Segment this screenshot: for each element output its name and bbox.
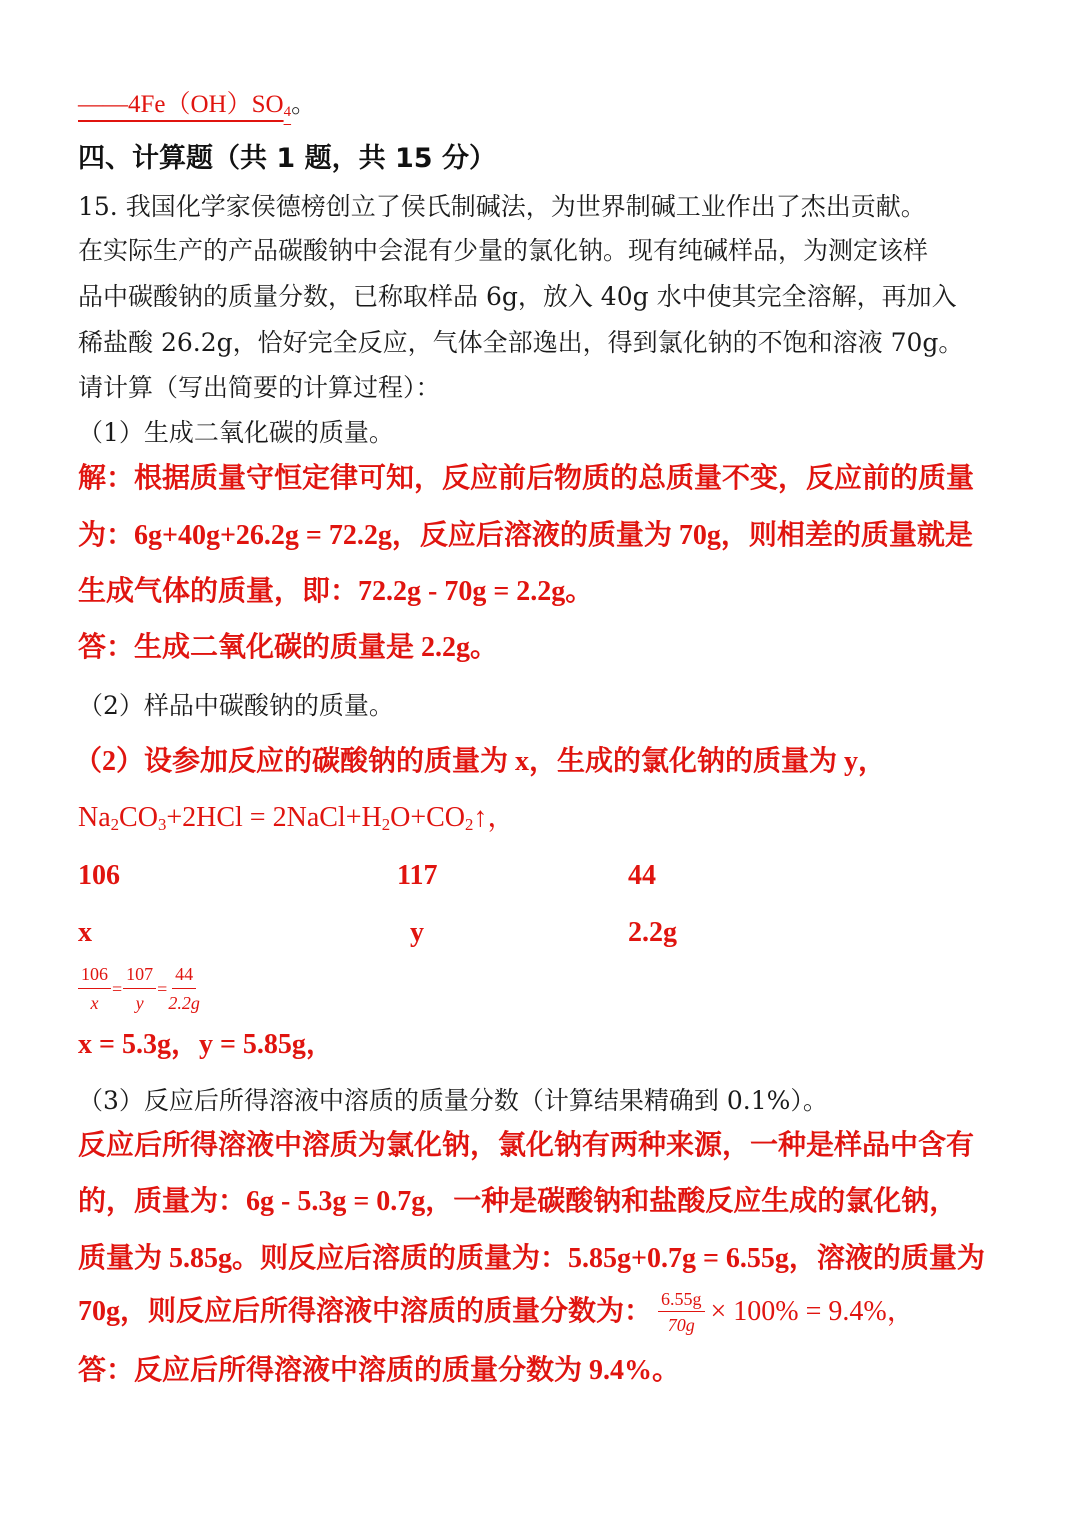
part2-prompt: （2）样品中碳酸钠的质量。 [78, 691, 394, 720]
ratio-cell: 44 [628, 860, 656, 891]
part3-solution-line: 反应后所得溶液中溶质为氯化钠，氯化钠有两种来源，一种是样品中含有 [78, 1130, 975, 1161]
part1-solution-line: 生成气体的质量，即：72.2g - 70g = 2.2g。 [78, 576, 594, 607]
top-fragment-formula: 4Fe（OH）SO [128, 91, 284, 118]
part3-solution-line: 质量为 5.85g。则反应后溶质的质量为：5.85g+0.7g = 6.55g，溶液的质量为 [78, 1243, 985, 1274]
part2-result: x = 5.3g，y = 5.85g， [78, 1029, 334, 1060]
part3-prompt: （3）反应后所得溶液中溶质的质量分数（计算结果精确到 0.1%）。 [78, 1086, 828, 1115]
fraction: $\frac{107}{y}$ [123, 964, 156, 1014]
unknown-cell: y [410, 917, 424, 948]
ratio-cell: 117 [397, 860, 438, 891]
top-fragment-end: 。 [291, 91, 317, 118]
ratio-cell: 106 [78, 860, 120, 891]
top-fragment-sub: 4 [283, 104, 292, 120]
section-heading: 四、计算题（共 1 题，共 15 分） [78, 143, 496, 174]
part1-solution-line: 为：6g+40g+26.2g = 72.2g，反应后溶液的质量为 70g，则相差的质量就是 [78, 520, 973, 551]
question-line: 稀盐酸 26.2g，恰好完全反应，气体全部逸出，得到氯化钠的不饱和溶液 70g。 [78, 328, 964, 357]
chemical-equation: $Na_2CO_3+2HCl$ = $2NaCl+H_2O+CO_2↑$， [78, 802, 516, 834]
part1-prompt: （1）生成二氧化碳的质量。 [78, 418, 394, 447]
fraction: $\frac{6.55g}{70g}$ [658, 1290, 705, 1334]
part3-last-line: 70g，则反应后所得溶液中溶质的质量分数为： $\frac{6.55g}{70g}$ × 100% = 9.4%， [78, 1289, 915, 1335]
question-line: 请计算（写出简要的计算过程）： [78, 373, 441, 402]
question-line: 在实际生产的产品碳酸钠中会混有少量的氯化钠。现有纯碱样品，为测定该样 [78, 236, 929, 265]
fraction: $\frac{106}{x}$ [78, 964, 111, 1014]
question-line: 15. 我国化学家侯德榜创立了侯氏制碱法，为世界制碱工业作出了杰出贡献。 [78, 192, 926, 221]
part1-answer: 答：生成二氧化碳的质量是 2.2g。 [78, 632, 499, 663]
unknown-cell: 2.2g [628, 917, 677, 948]
part2-setup: （2）设参加反应的碳酸钠的质量为 x，生成的氯化钠的质量为 y， [74, 746, 887, 777]
part1-solution-line: 解：根据质量守恒定律可知，反应前后物质的总质量不变，反应前的质量 [78, 463, 975, 494]
part3-answer: 答：反应后所得溶液中溶质的质量分数为 9.4%。 [78, 1355, 681, 1386]
top-fragment [78, 91, 317, 120]
unknown-cell: x [78, 917, 92, 948]
fraction: $\frac{44}{2.2g}$ [168, 964, 200, 1013]
question-line: 品中碳酸钠的质量分数，已称取样品 6g，放入 40g 水中使其完全溶解，再加入 [78, 282, 957, 311]
top-fragment-dash: —— [78, 91, 128, 118]
part3-solution-line: 的，质量为：6g - 5.3g = 0.7g，一种是碳酸钠和盐酸反应生成的氯化钠， [78, 1186, 958, 1217]
proportion-equation: $\frac{106}{x}$ = $\frac{107}{y}$ = $\frac{44}{2.2g}$ [78, 964, 200, 1014]
